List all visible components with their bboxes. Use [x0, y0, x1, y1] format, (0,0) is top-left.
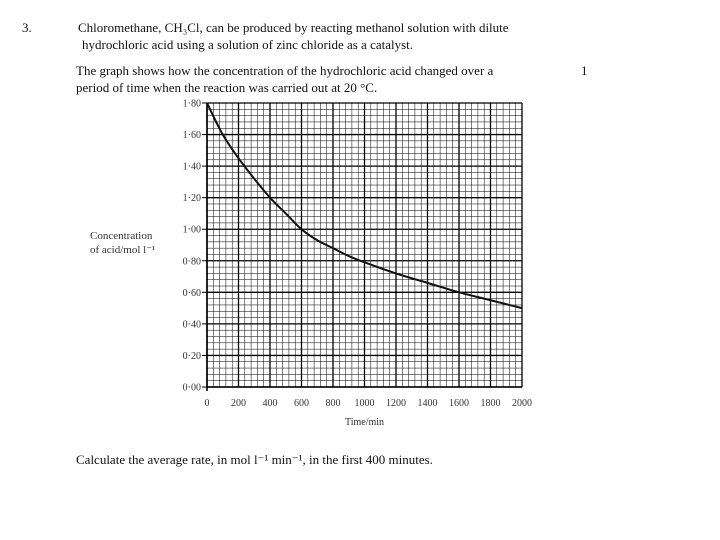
- major-gridlines: [207, 103, 522, 387]
- marks-value: 1: [581, 63, 588, 78]
- y-tick-label: 1·00: [182, 224, 201, 236]
- x-tick-labels: [205, 398, 533, 409]
- question-number: 3.: [22, 20, 32, 35]
- x-tick-label: 0: [204, 398, 210, 409]
- x-tick-label: 1000: [354, 398, 375, 409]
- intro-line-1: Chloromethane, CH₃Cl, can be produced by reacting methanol solution with dilute: [78, 20, 509, 35]
- x-tick-label: 2000: [512, 398, 532, 409]
- x-tick-label: 400: [262, 398, 278, 409]
- x-tick-label: 1200: [386, 398, 406, 409]
- y-tick-labels: [183, 99, 207, 394]
- x-tick-label: 1400: [417, 398, 438, 409]
- graph-description-line-2: period of time when the reaction was carried out at 20 °C.: [76, 80, 378, 95]
- x-tick-label: 1800: [480, 398, 501, 409]
- y-tick-label: 0·80: [182, 256, 201, 268]
- y-tick-label: 0·60: [182, 287, 201, 299]
- x-tick-label: 200: [231, 398, 246, 409]
- x-tick-label: 800: [325, 398, 341, 409]
- question-prompt: Calculate the average rate, in mol l⁻¹ min⁻¹, in the first 400 minutes.: [76, 452, 433, 467]
- y-axis-label-line-2: of acid/mol l⁻¹: [90, 244, 156, 256]
- y-tick-label: 1·80: [182, 98, 201, 110]
- x-tick-label: 600: [294, 398, 309, 409]
- y-tick-label: 1·20: [182, 193, 201, 205]
- intro-line-2: hydrochloric acid using a solution of zinc chloride as a catalyst.: [82, 37, 414, 52]
- x-tick-label: 1600: [449, 398, 469, 409]
- x-axis-label: Time/min: [344, 417, 385, 428]
- y-tick-label: 0·40: [182, 319, 201, 331]
- y-tick-label: 0·00: [182, 382, 201, 394]
- y-tick-label: 1·40: [182, 161, 201, 173]
- y-axis-label-line-1: Concentration: [90, 230, 153, 242]
- y-tick-label: 0·20: [182, 350, 201, 362]
- y-tick-label: 1·60: [182, 130, 201, 142]
- graph-description-line-1: The graph shows how the concentration of the hydrochloric acid changed over a: [76, 63, 494, 78]
